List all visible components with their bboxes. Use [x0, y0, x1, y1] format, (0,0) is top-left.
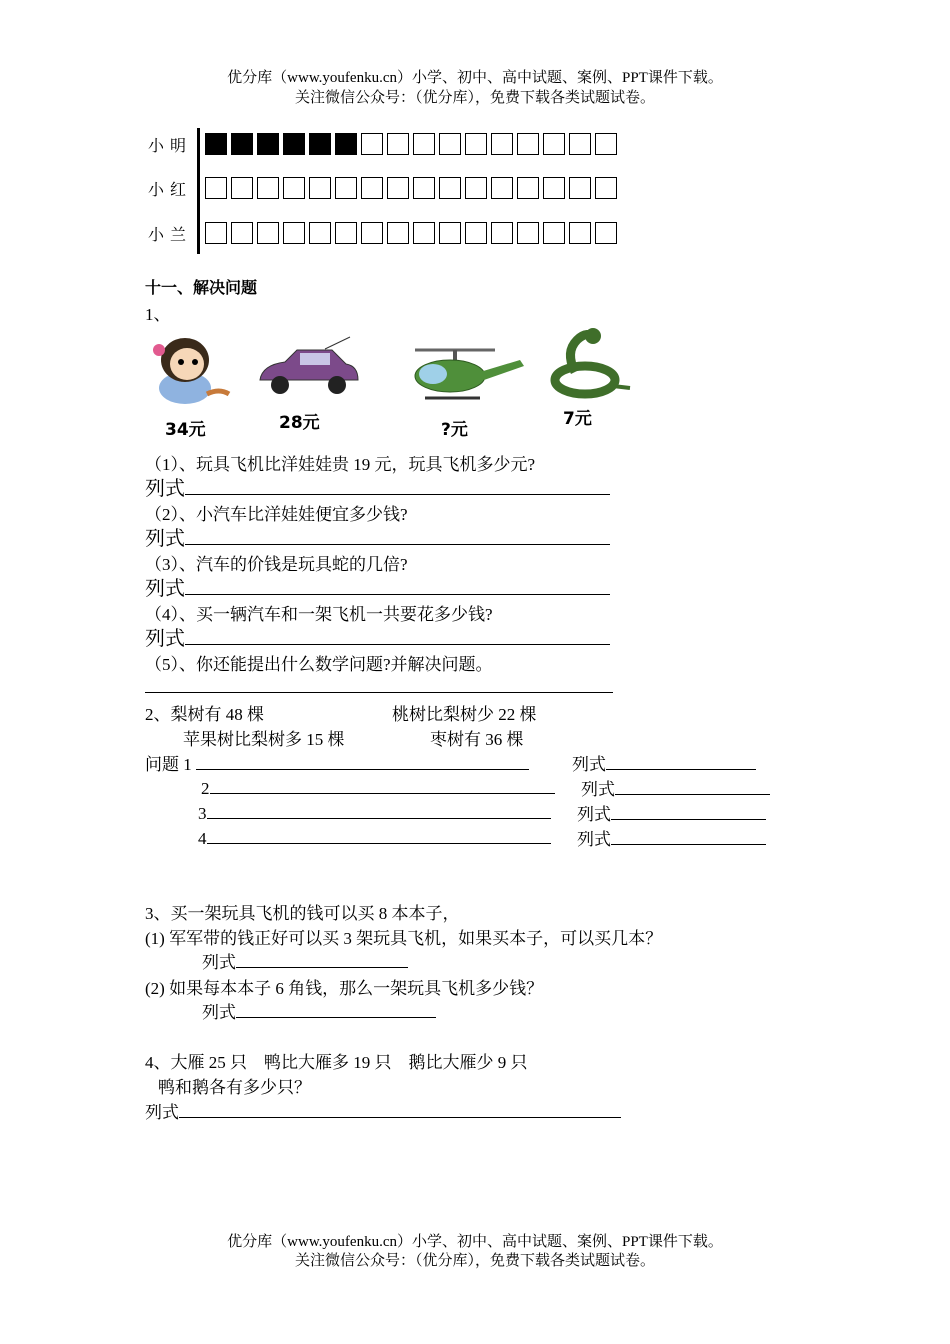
- q3-answer-2[interactable]: 列式: [202, 998, 436, 1023]
- grid-cell[interactable]: [231, 177, 253, 199]
- doll-icon: [145, 328, 235, 408]
- grid-cell[interactable]: [439, 133, 461, 155]
- helicopter-icon: [405, 338, 530, 413]
- grid-cell[interactable]: [283, 222, 305, 244]
- q2-answer-4[interactable]: 列式: [577, 825, 766, 850]
- grid-cell[interactable]: [569, 222, 591, 244]
- q4-question: 鸭和鹅各有多少只？: [158, 1078, 311, 1097]
- q2-line-1b: 桃树比梨树少 22 棵: [392, 705, 537, 724]
- grid-cell[interactable]: [543, 177, 565, 199]
- q3-stem: 3、买一架玩具飞机的钱可以买 8 本本子，: [145, 904, 460, 923]
- grid-cell[interactable]: [595, 222, 617, 244]
- q2-problem-1[interactable]: 问题 1: [145, 750, 529, 775]
- grid-cell[interactable]: [413, 133, 435, 155]
- q3-part-1: (1) 军军带的钱正好可以买 3 架玩具飞机，如果买本子，可以买几本？: [145, 929, 663, 948]
- grid-cell[interactable]: [283, 177, 305, 199]
- section-title: 十一、解决问题: [145, 278, 258, 297]
- grid-cell[interactable]: [231, 133, 253, 155]
- grid-cell[interactable]: [595, 177, 617, 199]
- q1-sub-5: （5）、你还能提出什么数学问题?并解决问题。: [145, 655, 493, 674]
- q1-sub-3: （3）、汽车的价钱是玩具蛇的几倍?: [145, 555, 408, 574]
- grid-cell[interactable]: [257, 133, 279, 155]
- grid-cell[interactable]: [569, 133, 591, 155]
- grid-cell[interactable]: [335, 222, 357, 244]
- header-line-1: 优分库（www.youfenku.cn）小学、初中、高中试题、案例、PPT课件下载。: [227, 70, 723, 86]
- grid-cell[interactable]: [205, 133, 227, 155]
- grid-cell[interactable]: [205, 177, 227, 199]
- q2-answer-2[interactable]: 列式: [581, 775, 770, 800]
- footer-line-1: 优分库（www.youfenku.cn）小学、初中、高中试题、案例、PPT课件下载。: [227, 1234, 723, 1250]
- q2-problem-3[interactable]: 3: [198, 800, 551, 824]
- grid-cell[interactable]: [257, 177, 279, 199]
- chart-row-xiaohong: [205, 177, 617, 199]
- chart-row-xiaolan: [205, 222, 617, 244]
- q2-problem-2[interactable]: 2: [201, 775, 555, 799]
- grid-cell[interactable]: [387, 222, 409, 244]
- grid-cell[interactable]: [309, 133, 331, 155]
- helicopter-price: ?元: [441, 420, 468, 440]
- grid-cell[interactable]: [465, 177, 487, 199]
- grid-cell[interactable]: [543, 222, 565, 244]
- grid-cell[interactable]: [439, 222, 461, 244]
- row-label-xiaoming: 小明: [148, 136, 193, 155]
- q1-answer-3[interactable]: 列式: [145, 572, 610, 601]
- chart-axis: [197, 128, 200, 254]
- grid-cell[interactable]: [335, 177, 357, 199]
- q3-answer-1[interactable]: 列式: [202, 948, 408, 973]
- q3-part-2: (2) 如果每本本子 6 角钱，那么一架玩具飞机多少钱？: [145, 979, 544, 998]
- grid-cell[interactable]: [595, 133, 617, 155]
- q1-sub-1: （1）、玩具飞机比洋娃娃贵 19 元，玩具飞机多少元?: [145, 455, 536, 474]
- q1-answer-4[interactable]: 列式: [145, 622, 610, 651]
- q2-line-1a: 2、梨树有 48 棵: [145, 705, 264, 724]
- doll-price: 34元: [165, 420, 206, 440]
- grid-cell[interactable]: [361, 222, 383, 244]
- q2-problem-4[interactable]: 4: [198, 825, 551, 849]
- q2-line-2b: 枣树有 36 棵: [430, 730, 524, 749]
- snake-icon: [545, 322, 635, 402]
- grid-cell[interactable]: [491, 133, 513, 155]
- grid-cell[interactable]: [309, 177, 331, 199]
- car-price: 28元: [279, 413, 320, 433]
- q1-answer-1[interactable]: 列式: [145, 472, 610, 501]
- grid-cell[interactable]: [361, 177, 383, 199]
- q2-answer-3[interactable]: 列式: [577, 800, 766, 825]
- q1-sub-4: （4）、买一辆汽车和一架飞机一共要花多少钱?: [145, 605, 493, 624]
- grid-cell[interactable]: [335, 133, 357, 155]
- q2-line-2a: 苹果树比梨树多 15 棵: [183, 730, 345, 749]
- grid-cell[interactable]: [361, 133, 383, 155]
- grid-cell[interactable]: [465, 222, 487, 244]
- grid-cell[interactable]: [491, 222, 513, 244]
- q1-answer-5-line[interactable]: [145, 692, 613, 693]
- q4-stem: 4、大雁 25 只 鸭比大雁多 19 只 鹅比大雁少 9 只: [145, 1053, 528, 1072]
- grid-cell[interactable]: [387, 133, 409, 155]
- q2-answer-1[interactable]: 列式: [572, 750, 756, 775]
- grid-cell[interactable]: [465, 133, 487, 155]
- grid-cell[interactable]: [205, 222, 227, 244]
- chart-row-xiaoming: [205, 133, 617, 155]
- grid-cell[interactable]: [569, 177, 591, 199]
- grid-cell[interactable]: [543, 133, 565, 155]
- grid-cell[interactable]: [491, 177, 513, 199]
- q1-answer-2[interactable]: 列式: [145, 522, 610, 551]
- snake-price: 7元: [563, 409, 592, 429]
- header-line-2: 关注微信公众号：（优分库），免费下载各类试题试卷。: [294, 90, 655, 106]
- row-label-xiaolan: 小兰: [148, 225, 193, 244]
- grid-cell[interactable]: [517, 177, 539, 199]
- q4-answer[interactable]: 列式: [145, 1098, 621, 1123]
- grid-cell[interactable]: [283, 133, 305, 155]
- q1-number: 1、: [145, 305, 171, 324]
- grid-cell[interactable]: [309, 222, 331, 244]
- grid-cell[interactable]: [231, 222, 253, 244]
- grid-cell[interactable]: [517, 222, 539, 244]
- q1-sub-2: （2）、小汽车比洋娃娃便宜多少钱?: [145, 505, 408, 524]
- car-icon: [255, 335, 360, 405]
- row-label-xiaohong: 小红: [148, 180, 193, 199]
- grid-cell[interactable]: [413, 177, 435, 199]
- grid-cell[interactable]: [413, 222, 435, 244]
- footer-line-2: 关注微信公众号：（优分库），免费下载各类试题试卷。: [294, 1253, 655, 1269]
- grid-cell[interactable]: [517, 133, 539, 155]
- grid-cell[interactable]: [439, 177, 461, 199]
- grid-cell[interactable]: [257, 222, 279, 244]
- grid-cell[interactable]: [387, 177, 409, 199]
